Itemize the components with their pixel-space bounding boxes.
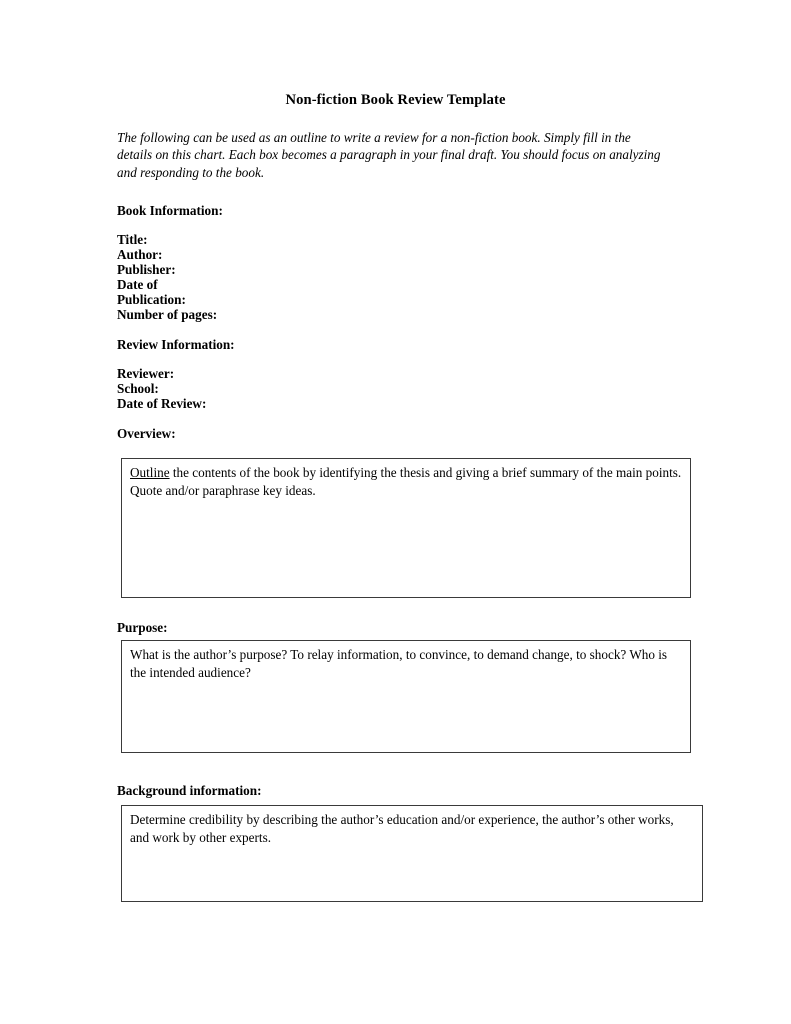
field-label-reviewer: Reviewer:: [117, 366, 175, 381]
purpose-label: Purpose:: [117, 620, 168, 635]
intro-paragraph: The following can be used as an outline to write a review for a non-fiction book. Simply fill in the details on this chart. Each box becomes a paragraph in your final draft. You should focus on analyzing and responding to the book.: [117, 130, 661, 180]
background-prompt: Determine credibility by describing the author’s education and/or experience, the author’s other works, and work by other experts.: [130, 812, 674, 845]
book-information-heading: Book Information:: [117, 203, 223, 218]
field-label-number-of-pages: Number of pages:: [117, 306, 218, 322]
overview-prompt: [130, 464, 682, 499]
overview-response-box[interactable]: [121, 458, 691, 598]
page-title: Non-fiction Book Review Template: [285, 92, 506, 108]
field-label-publication: Publication:: [117, 291, 186, 307]
overview-label: Overview:: [117, 426, 176, 441]
field-label-publisher: Publisher:: [117, 261, 176, 277]
overview-prompt-underlined: Outline: [130, 465, 170, 480]
review-information-fields: [117, 367, 206, 412]
book-information-fields: [117, 233, 217, 322]
purpose-response-box[interactable]: [121, 640, 691, 753]
field-label-school: School:: [117, 380, 159, 396]
overview-prompt-rest: the contents of the book by identifying the thesis and giving a brief summary of the main points. Quote and/or paraphrase key ideas.: [130, 465, 682, 498]
date-of-review-colon: :: [201, 395, 207, 411]
background-information-label: Background information:: [117, 783, 262, 798]
field-label-title: Title:: [117, 232, 148, 247]
date-of-review-text: Date of Review: [117, 395, 202, 411]
purpose-prompt: What is the author’s purpose? To relay information, to convince, to demand change, to shock? Who is the intended audience?: [130, 647, 668, 680]
review-information-heading: Review Information:: [117, 337, 235, 352]
background-response-box[interactable]: [121, 805, 703, 902]
field-label-date-of-review: [117, 397, 206, 412]
field-label-author: Author:: [117, 246, 163, 262]
field-label-date-of: Date of: [117, 276, 158, 292]
